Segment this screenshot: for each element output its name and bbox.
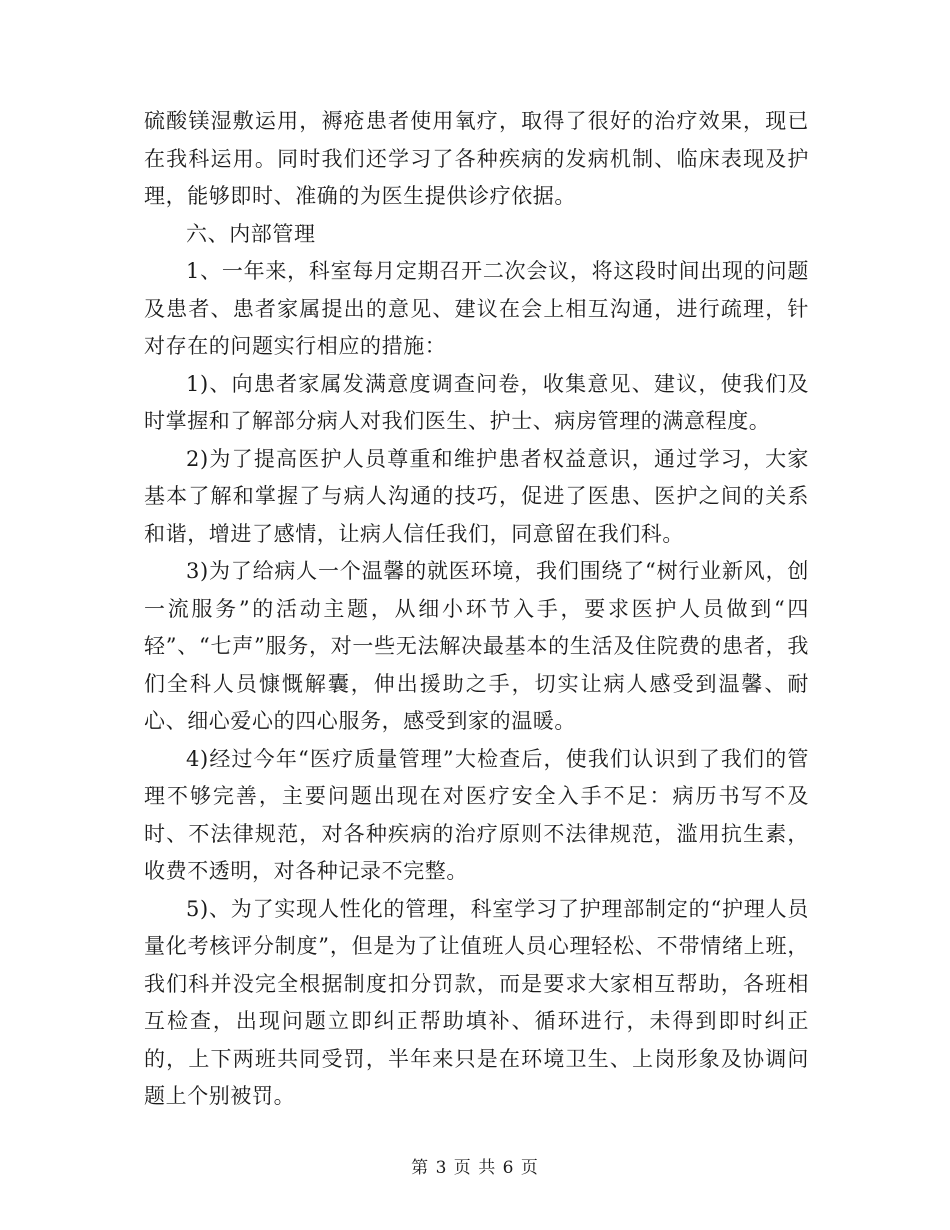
paragraph-item-1: 1、一年来，科室每月定期召开二次会议，将这段时间出现的问题及患者、患者家属提出的意见、建议在会上相互沟通，进行疏理，针对存在的问题实行相应的措施：	[144, 259, 809, 358]
document-body	[144, 103, 809, 1116]
paragraph-subitem-3: 3)为了给病人一个温馨的就医环境，我们围绕了“树行业新风，创一流服务”的活动主题，从细小环节入手，要求医护人员做到“四轻”、“七声”服务，对一些无法解决最基本的生活及住院费的患者，我们全科人员慷慨解囊，伸出援助之手，切实让病人感受到温馨、耐心、细心爱心的四心服务，感受到家的温暖。	[144, 559, 809, 733]
page-number-footer: 第 3 页 共 6 页	[411, 1158, 539, 1178]
paragraph-subitem-4: 4)经过今年“医疗质量管理”大检查后，使我们认识到了我们的管理不够完善，主要问题出现在对医疗安全入手不足：病历书写不及时、不法律规范，对各种疾病的治疗原则不法律规范，滥用抗生素，收费不透明，对各种记录不完整。	[144, 746, 809, 883]
paragraph-subitem-5: 5)、为了实现人性化的管理，科室学习了护理部制定的“护理人员量化考核评分制度”，但是为了让值班人员心理轻松、不带情绪上班，我们科并没完全根据制度扣分罚款，而是要求大家相互帮助，各班相互检查，出现问题立即纠正帮助填补、循环进行，未得到即时纠正的，上下两班共同受罚，半年来只是在环境卫生、上岗形象及协调问题上个别被罚。	[144, 896, 809, 1108]
paragraph-subitem-2: 2)为了提高医护人员尊重和维护患者权益意识，通过学习，大家基本了解和掌握了与病人沟通的技巧，促进了医患、医护之间的关系和谐，增进了感情，让病人信任我们，同意留在我们科。	[144, 446, 809, 546]
section-heading: 六、内部管理	[186, 221, 316, 246]
paragraph-subitem-1: 1)、向患者家属发满意度调查问卷，收集意见、建议，使我们及时掌握和了解部分病人对我们医生、护士、病房管理的满意程度。	[144, 371, 809, 433]
paragraph-continuation: 硫酸镁湿敷运用，褥疮患者使用氧疗，取得了很好的治疗效果，现已在我科运用。同时我们还学习了各种疾病的发病机制、临床表现及护理，能够即时、准确的为医生提供诊疗依据。	[144, 109, 809, 208]
